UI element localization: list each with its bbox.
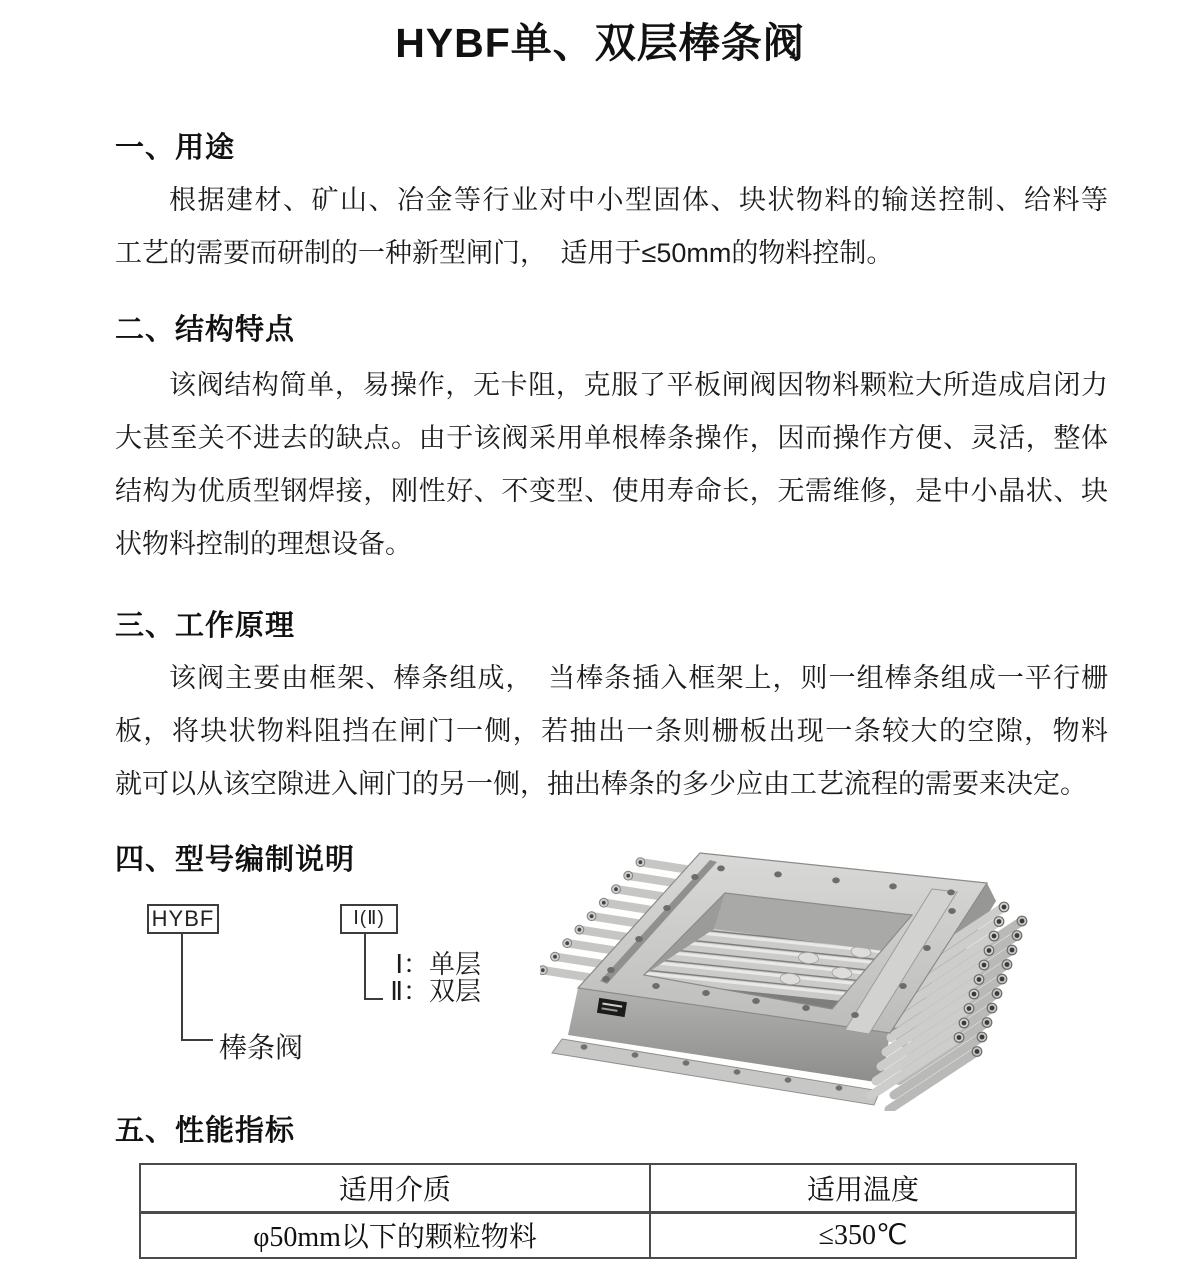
paragraph-usage: [115, 174, 1108, 280]
diagram-connector-line: [364, 998, 383, 1000]
paragraph-line: 根据建材、矿山、冶金等行业对中小型固体、块状物料的输送控制、给料等: [169, 185, 1108, 215]
product-photo: [540, 843, 1085, 1111]
bar-valve-illustration: [540, 843, 1085, 1111]
table-header-row: [140, 1164, 1076, 1212]
diagram-connector-line: [181, 934, 183, 1041]
model-code-box: HYBF: [147, 904, 219, 934]
section-heading-model: 四、型号编制说明: [115, 844, 356, 876]
paragraph-line: 该阀主要由框架、棒条组成， 当棒条插入框架上，则一组棒条组成一平行栅: [169, 663, 1108, 693]
legend-double-layer: [383, 978, 481, 1005]
table-header-temperature: 适用温度: [650, 1164, 1076, 1212]
document-title: HYBF单、双层棒条阀: [395, 20, 805, 66]
performance-table: [139, 1163, 1077, 1259]
section-heading-performance: 五、性能指标: [115, 1115, 296, 1147]
table-cell-media: φ50mm以下的颗粒物料: [140, 1212, 650, 1258]
paragraph-line: 结构为优质型钢焊接，刚性好、不变型、使用寿命长，无需维修，是中小晶状、块: [115, 476, 1108, 506]
diagram-connector-line: [181, 1039, 213, 1041]
paragraph-line: 板，将块状物料阻挡在闸门一侧，若抽出一条则栅板出现一条较大的空隙，物料: [115, 716, 1108, 746]
paragraph-principle: [115, 652, 1108, 811]
legend-numeral: Ⅱ: [390, 976, 403, 1006]
legend-text: ：双层: [403, 976, 482, 1006]
paragraph-line: 该阀结构简单，易操作，无卡阻，克服了平板闸阀因物料颗粒大所造成启闭力: [169, 370, 1108, 400]
model-code-meaning: 棒条阀: [219, 1032, 304, 1063]
table-header-media: 适用介质: [140, 1164, 650, 1212]
diagram-connector-line: [364, 934, 366, 1000]
paragraph-line: 就可以从该空隙进入闸门的另一侧，抽出棒条的多少应由工艺流程的需要来决定。: [115, 769, 1087, 799]
legend-single-layer: [383, 951, 481, 978]
paragraph-line: 大甚至关不进去的缺点。由于该阀采用单根棒条操作，因而操作方便、灵活，整体: [115, 423, 1108, 453]
section-heading-principle: 三、工作原理: [115, 610, 296, 642]
paragraph-line: 状物料控制的理想设备。: [115, 529, 412, 559]
paragraph-structure: [115, 359, 1108, 571]
section-heading-usage: 一、用途: [115, 132, 236, 164]
paragraph-line: 工艺的需要而研制的一种新型闸门， 适用于≤50mm的物料控制。: [115, 238, 894, 268]
legend-text: ：单层: [403, 949, 482, 979]
legend-numeral: Ⅰ: [395, 949, 403, 979]
layer-code-box: Ⅰ(Ⅱ): [340, 904, 398, 934]
table-cell-temperature: ≤350℃: [650, 1212, 1076, 1258]
section-heading-structure: 二、结构特点: [115, 314, 296, 346]
table-row: [140, 1212, 1076, 1258]
